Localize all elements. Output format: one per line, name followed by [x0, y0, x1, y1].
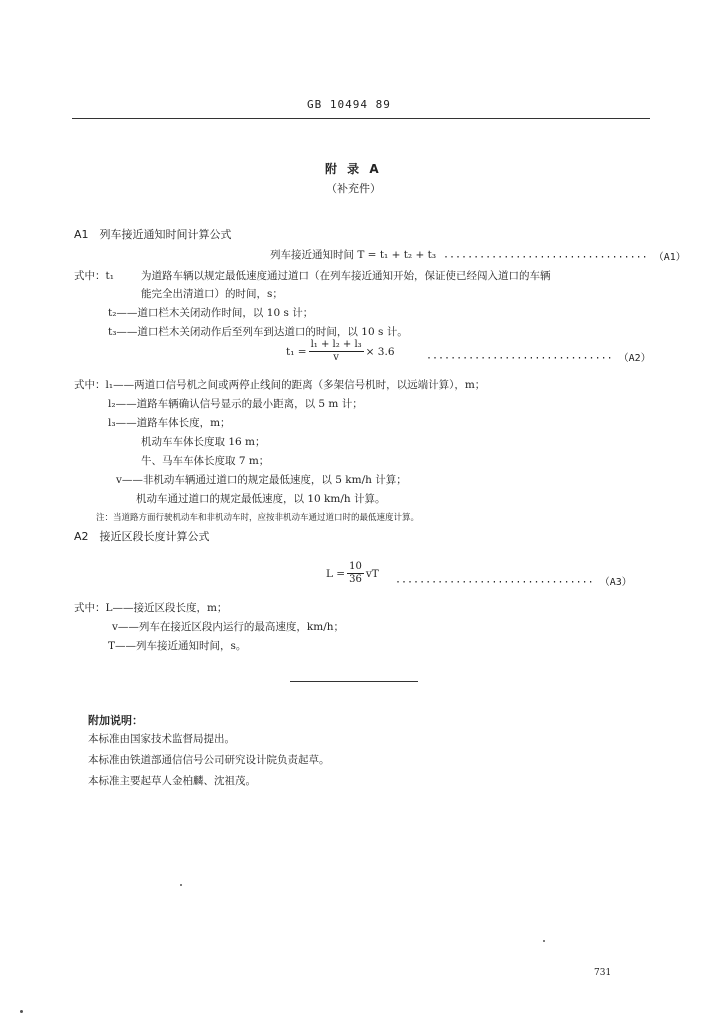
l3-motor-vehicle: 机动车车体长度取 16 m；: [141, 436, 266, 448]
formula-a1: 列车接近通知时间 T = t₁ + t₂ + t₃: [270, 249, 437, 261]
formula-a3: [326, 562, 379, 585]
additional-note-1: 本标准由国家技术监督局提出。: [88, 733, 235, 745]
page-number: 731: [594, 968, 612, 978]
formula-a2-denominator: v: [333, 352, 339, 363]
l2-definition: l₂——道路车辆确认信号显示的最小距离，以 5 m 计；: [108, 398, 363, 410]
formula-a2-numerator: l₁ + l₂ + l₃: [310, 339, 362, 350]
scan-speck: [180, 884, 182, 886]
v-motor-speed: 机动车通过道口的规定最低速度，以 10 km/h 计算。: [136, 493, 386, 505]
appendix-subtitle: （补充件）: [326, 182, 381, 195]
additional-note-3: 本标准主要起草人金柏麟、沈祖茂。: [88, 775, 256, 787]
section-a2-heading: A2 接近区段长度计算公式: [74, 530, 210, 543]
t2-definition: t₂——道口栏木关闭动作时间，以 10 s 计；: [108, 307, 314, 319]
t3-definition: t₃——道口栏木关闭动作后至列车到达道口的时间，以 10 s 计。: [108, 326, 408, 338]
L-definition: 式中：L——接近区段长度，m；: [74, 602, 228, 614]
header-rule: [72, 118, 650, 119]
additional-note-2: 本标准由铁道部通信信号公司研究设计院负责起草。: [88, 754, 330, 766]
scan-speck: [543, 940, 545, 942]
additional-notes-title: 附加说明：: [88, 714, 143, 727]
l1-definition: 式中：l₁——两道口信号机之间或两停止线间的距离（多架信号机时，以远端计算），m；: [74, 379, 486, 391]
v-definition: v——非机动车辆通过道口的规定最低速度，以 5 km/h 计算；: [116, 474, 407, 486]
scan-speck: [20, 1010, 23, 1013]
formula-a3-fraction: [347, 562, 364, 585]
standard-number: GB 10494 89: [307, 98, 391, 111]
l3-definition: l₃——道路车体长度，m；: [108, 417, 231, 429]
formula-a2: [286, 340, 395, 363]
t1-definition-line2: 能完全出清道口）的时间，s；: [141, 288, 283, 300]
formula-a3-numerator: 10: [349, 561, 362, 572]
formula-a3-denominator: 36: [349, 574, 362, 585]
formula-a3-rhs: vT: [365, 567, 379, 580]
formula-a2-fraction: [309, 340, 364, 363]
note-a1: 注：当道路方面行驶机动车和非机动车时，应按非机动车通过道口时的最低速度计算。: [96, 513, 420, 523]
l3-animal-cart: 牛、马车车体长度取 7 m；: [141, 455, 270, 467]
formula-a2-number: ······························· （A2）: [426, 353, 651, 364]
section-a1-heading: A1 列车接近通知时间计算公式: [74, 228, 232, 241]
formula-a3-number: ································· （A3）: [395, 577, 632, 588]
formula-a3-lhs: L =: [326, 567, 346, 580]
formula-a2-lhs: t₁ =: [286, 345, 307, 358]
where-t1-label: 式中：t₁: [74, 270, 114, 282]
formula-a2-rhs: × 3.6: [365, 345, 395, 358]
end-rule: [290, 681, 418, 682]
v-max-speed-definition: v——列车在接近区段内运行的最高速度，km/h；: [112, 621, 345, 633]
t1-definition-line1: 为道路车辆以规定最低速度通过道口（在列车接近通知开始，保证使已经闯入道口的车辆: [141, 270, 551, 282]
formula-a1-number: ·································· （A1）: [443, 252, 686, 263]
appendix-title: 附 录 A: [325, 162, 382, 176]
T-definition: T——列车接近通知时间，s。: [108, 640, 247, 652]
